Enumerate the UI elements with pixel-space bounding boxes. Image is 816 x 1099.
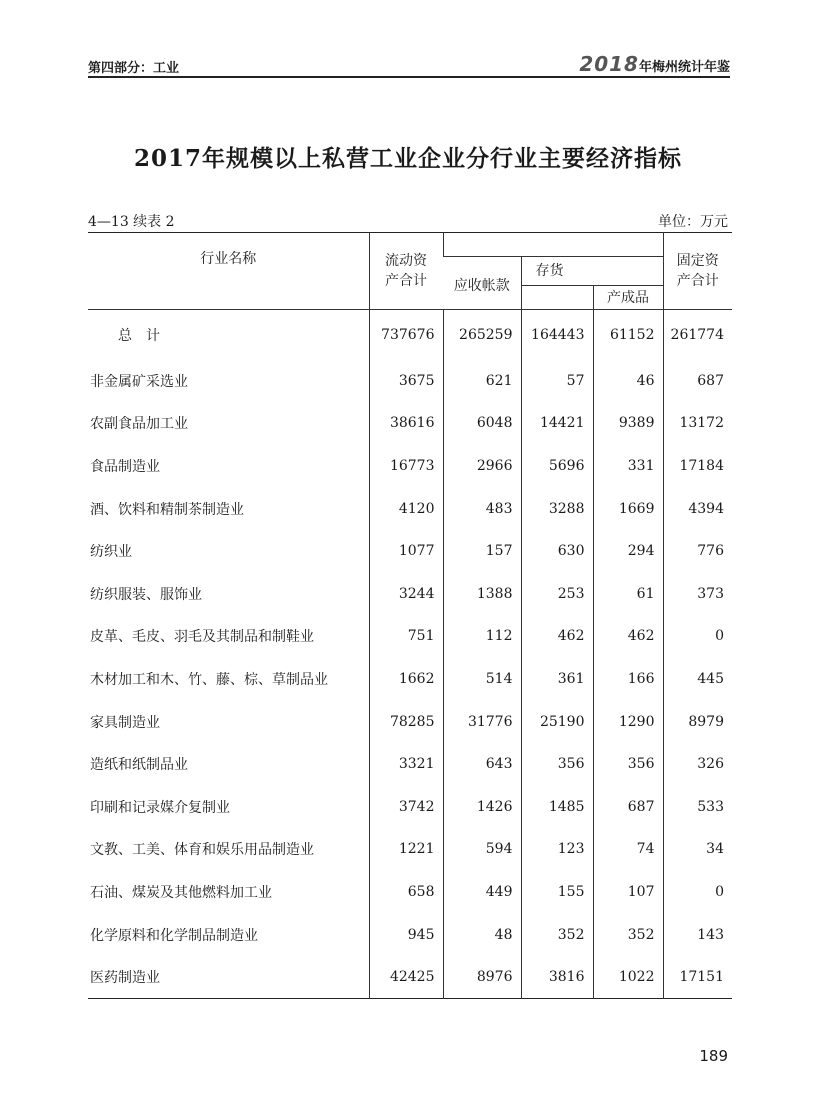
industry-name: 农副食品加工业 — [90, 416, 188, 433]
current-assets-cell: 1662 — [369, 658, 443, 701]
inventory-cell: 25190 — [521, 700, 593, 743]
industry-name: 化学原料和化学制品制造业 — [90, 927, 258, 944]
fixed-assets-cell: 0 — [663, 615, 732, 658]
table-row — [88, 956, 732, 999]
table-row — [88, 310, 732, 360]
finished-goods-cell: 294 — [593, 530, 663, 573]
finished-goods-cell: 687 — [593, 785, 663, 828]
inventory-cell: 123 — [521, 828, 593, 871]
table-row — [88, 360, 732, 403]
table-row — [88, 615, 732, 658]
receivables-cell: 1388 — [443, 572, 521, 615]
unit-label: 单位：万元 — [658, 214, 728, 230]
finished-goods-cell: 46 — [593, 360, 663, 403]
current-assets-cell: 1077 — [369, 530, 443, 573]
current-assets-cell: 1221 — [369, 828, 443, 871]
industry-name: 木材加工和木、竹、藤、棕、草制品业 — [90, 671, 328, 688]
book-header — [579, 52, 730, 76]
inventory-cell: 356 — [521, 743, 593, 786]
header-rule — [88, 76, 730, 78]
table-body — [88, 310, 732, 999]
industry-name: 皮革、毛皮、羽毛及其制品和制鞋业 — [90, 629, 314, 646]
fixed-assets-cell: 143 — [663, 913, 732, 956]
fixed-assets-cell: 0 — [663, 871, 732, 914]
fixed-assets-cell: 261774 — [663, 310, 732, 360]
finished-goods-cell: 1022 — [593, 956, 663, 999]
book-year: 2018 — [579, 52, 639, 76]
receivables-cell: 1426 — [443, 785, 521, 828]
fixed-assets-cell: 8979 — [663, 700, 732, 743]
receivables-cell: 2966 — [443, 445, 521, 488]
industry-name: 酒、饮料和精制茶制造业 — [90, 501, 244, 518]
fixed-assets-cell: 17184 — [663, 445, 732, 488]
finished-goods-cell: 331 — [593, 445, 663, 488]
inventory-cell: 155 — [521, 871, 593, 914]
finished-goods-cell: 462 — [593, 615, 663, 658]
industry-name: 石油、煤炭及其他燃料加工业 — [90, 884, 272, 901]
receivables-cell: 449 — [443, 871, 521, 914]
current-assets-cell: 38616 — [369, 402, 443, 445]
col-current-assets: 流动资产合计 — [369, 233, 443, 310]
industry-name: 纺织服装、服饰业 — [90, 586, 202, 603]
fixed-assets-cell: 687 — [663, 360, 732, 403]
table-row — [88, 658, 732, 701]
inventory-cell: 462 — [521, 615, 593, 658]
page-title: 2017年规模以上私营工业企业分行业主要经济指标 — [133, 145, 682, 172]
current-assets-cell: 751 — [369, 615, 443, 658]
industry-name: 纺织业 — [90, 544, 132, 561]
inventory-cell: 14421 — [521, 402, 593, 445]
current-assets-cell: 658 — [369, 871, 443, 914]
inventory-cell: 361 — [521, 658, 593, 701]
industry-name: 食品制造业 — [90, 458, 160, 475]
current-assets-cell: 78285 — [369, 700, 443, 743]
fixed-assets-cell: 533 — [663, 785, 732, 828]
finished-goods-cell: 61152 — [593, 310, 663, 360]
industry-name: 总 计 — [118, 327, 160, 344]
fixed-assets-cell: 34 — [663, 828, 732, 871]
inventory-cell: 3288 — [521, 487, 593, 530]
current-assets-cell: 3675 — [369, 360, 443, 403]
col-group-blank — [443, 233, 663, 257]
finished-goods-cell: 1290 — [593, 700, 663, 743]
book-title: 年梅州统计年鉴 — [638, 60, 730, 75]
current-assets-cell: 737676 — [369, 310, 443, 360]
current-assets-cell: 16773 — [369, 445, 443, 488]
table-row — [88, 572, 732, 615]
table-row — [88, 743, 732, 786]
finished-goods-cell: 356 — [593, 743, 663, 786]
industry-name: 文教、工美、体育和娱乐用品制造业 — [90, 842, 314, 859]
finished-goods-cell: 9389 — [593, 402, 663, 445]
receivables-cell: 621 — [443, 360, 521, 403]
inventory-cell: 5696 — [521, 445, 593, 488]
col-inventory-sub-blank — [521, 286, 593, 310]
inventory-cell: 352 — [521, 913, 593, 956]
table-row — [88, 913, 732, 956]
receivables-cell: 265259 — [443, 310, 521, 360]
table-row — [88, 402, 732, 445]
table-row — [88, 871, 732, 914]
col-receivables: 应收帐款 — [443, 257, 521, 310]
receivables-cell: 112 — [443, 615, 521, 658]
fixed-assets-cell: 445 — [663, 658, 732, 701]
col-inventory: 存货 — [521, 257, 663, 286]
industry-name: 非金属矿采选业 — [90, 373, 188, 390]
col-fixed-assets: 固定资产合计 — [663, 233, 732, 310]
table-row — [88, 828, 732, 871]
finished-goods-cell: 1669 — [593, 487, 663, 530]
col-finished-goods: 产成品 — [593, 286, 663, 310]
inventory-cell: 3816 — [521, 956, 593, 999]
receivables-cell: 643 — [443, 743, 521, 786]
table-number: 4—13 续表 2 — [88, 214, 175, 230]
receivables-cell: 483 — [443, 487, 521, 530]
receivables-cell: 6048 — [443, 402, 521, 445]
table-row — [88, 445, 732, 488]
current-assets-cell: 3244 — [369, 572, 443, 615]
finished-goods-cell: 107 — [593, 871, 663, 914]
industry-name: 造纸和纸制品业 — [90, 757, 188, 774]
finished-goods-cell: 74 — [593, 828, 663, 871]
receivables-cell: 8976 — [443, 956, 521, 999]
section-header: 第四部分：工业 — [88, 61, 180, 76]
page-number: 189 — [699, 1047, 728, 1065]
table-row — [88, 785, 732, 828]
data-table — [88, 232, 732, 999]
table-row — [88, 530, 732, 573]
receivables-cell: 514 — [443, 658, 521, 701]
industry-name: 印刷和记录媒介复制业 — [90, 799, 230, 816]
table-header — [88, 233, 732, 310]
receivables-cell: 31776 — [443, 700, 521, 743]
current-assets-cell: 3742 — [369, 785, 443, 828]
table-row — [88, 700, 732, 743]
table-row — [88, 487, 732, 530]
fixed-assets-cell: 776 — [663, 530, 732, 573]
fixed-assets-cell: 326 — [663, 743, 732, 786]
col-industry: 行业名称 — [88, 233, 369, 310]
fixed-assets-cell: 4394 — [663, 487, 732, 530]
inventory-cell: 630 — [521, 530, 593, 573]
inventory-cell: 164443 — [521, 310, 593, 360]
fixed-assets-cell: 373 — [663, 572, 732, 615]
fixed-assets-cell: 17151 — [663, 956, 732, 999]
current-assets-cell: 42425 — [369, 956, 443, 999]
finished-goods-cell: 166 — [593, 658, 663, 701]
current-assets-cell: 4120 — [369, 487, 443, 530]
receivables-cell: 157 — [443, 530, 521, 573]
receivables-cell: 594 — [443, 828, 521, 871]
fixed-assets-cell: 13172 — [663, 402, 732, 445]
receivables-cell: 48 — [443, 913, 521, 956]
current-assets-cell: 3321 — [369, 743, 443, 786]
inventory-cell: 57 — [521, 360, 593, 403]
finished-goods-cell: 352 — [593, 913, 663, 956]
industry-name: 医药制造业 — [90, 970, 160, 987]
finished-goods-cell: 61 — [593, 572, 663, 615]
inventory-cell: 253 — [521, 572, 593, 615]
inventory-cell: 1485 — [521, 785, 593, 828]
industry-name: 家具制造业 — [90, 714, 160, 731]
current-assets-cell: 945 — [369, 913, 443, 956]
